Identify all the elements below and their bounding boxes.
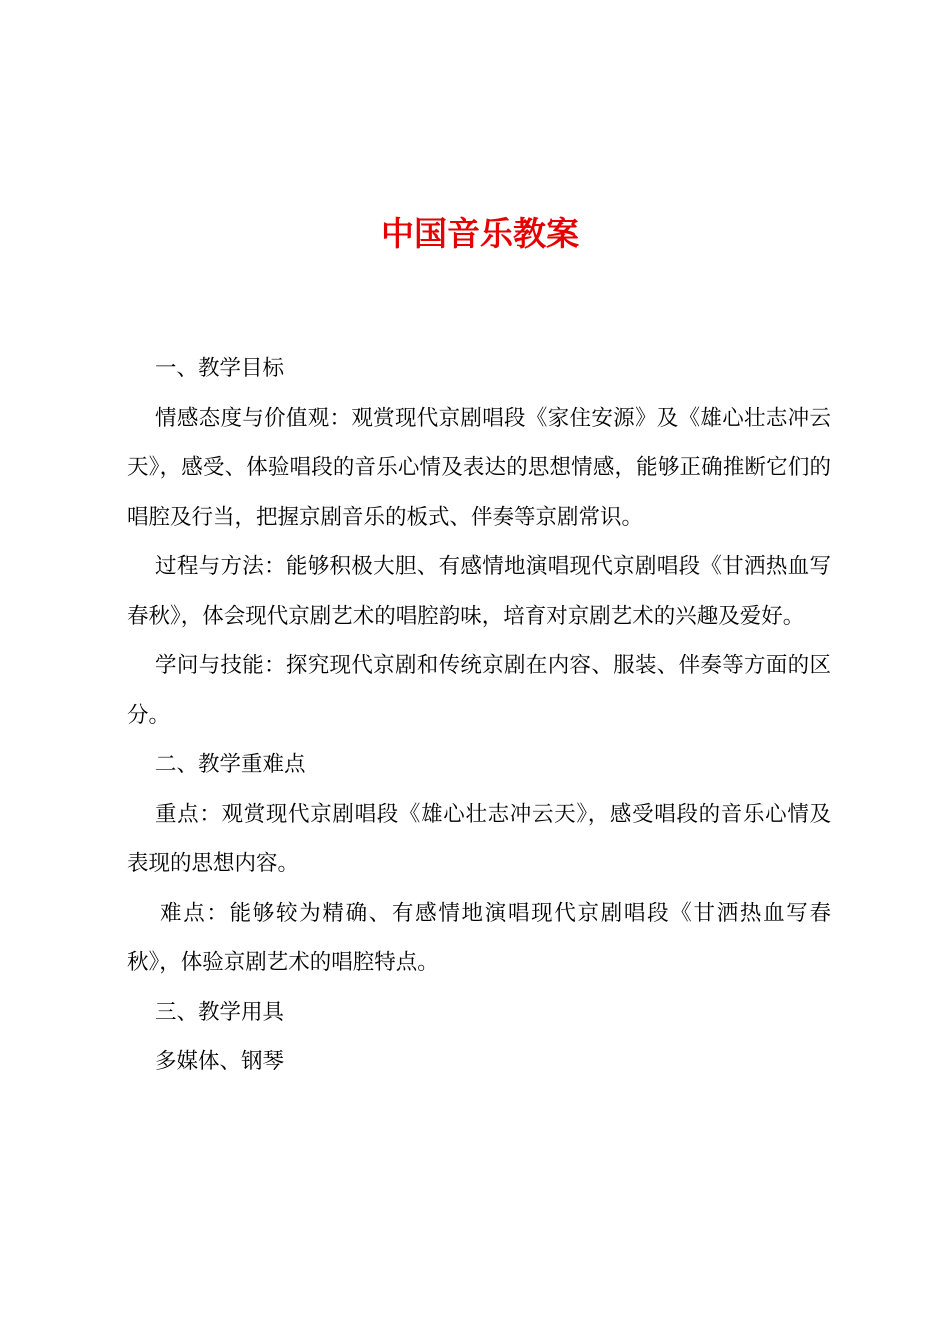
paragraph-difficulty: 难点：能够较为精确、有感情地演唱现代京剧唱段《甘洒热血写春秋》，体验京剧艺术的唱腔特点。 xyxy=(127,900,831,975)
paragraph-knowledge-skills: 学问与技能：探究现代京剧和传统京剧在内容、服装、伴奏等方面的区分。 xyxy=(127,653,831,728)
document-body xyxy=(127,344,831,1087)
paragraph-key-point: 重点：观赏现代京剧唱段《雄心壮志冲云天》，感受唱段的音乐心情及表现的思想内容。 xyxy=(127,801,831,876)
paragraph-teaching-tools: 多媒体、钢琴 xyxy=(155,1049,285,1074)
section-heading-objectives: 一、教学目标 xyxy=(155,356,285,381)
section-heading-key-points: 二、教学重难点 xyxy=(155,752,306,777)
paragraph-emotion-values: 情感态度与价值观：观赏现代京剧唱段《家住安源》及《雄心壮志冲云天》，感受、体验唱段的音乐心情及表达的思想情感，能够正确推断它们的唱腔及行当，把握京剧音乐的板式、伴奏等京剧常识。 xyxy=(127,405,831,530)
paragraph-process-methods: 过程与方法：能够积极大胆、有感情地演唱现代京剧唱段《甘洒热血写春秋》，体会现代京剧艺术的唱腔韵味，培育对京剧艺术的兴趣及爱好。 xyxy=(127,554,831,629)
section-heading-teaching-tools: 三、教学用具 xyxy=(155,999,285,1025)
page-title: 中国音乐教案 xyxy=(381,214,579,253)
